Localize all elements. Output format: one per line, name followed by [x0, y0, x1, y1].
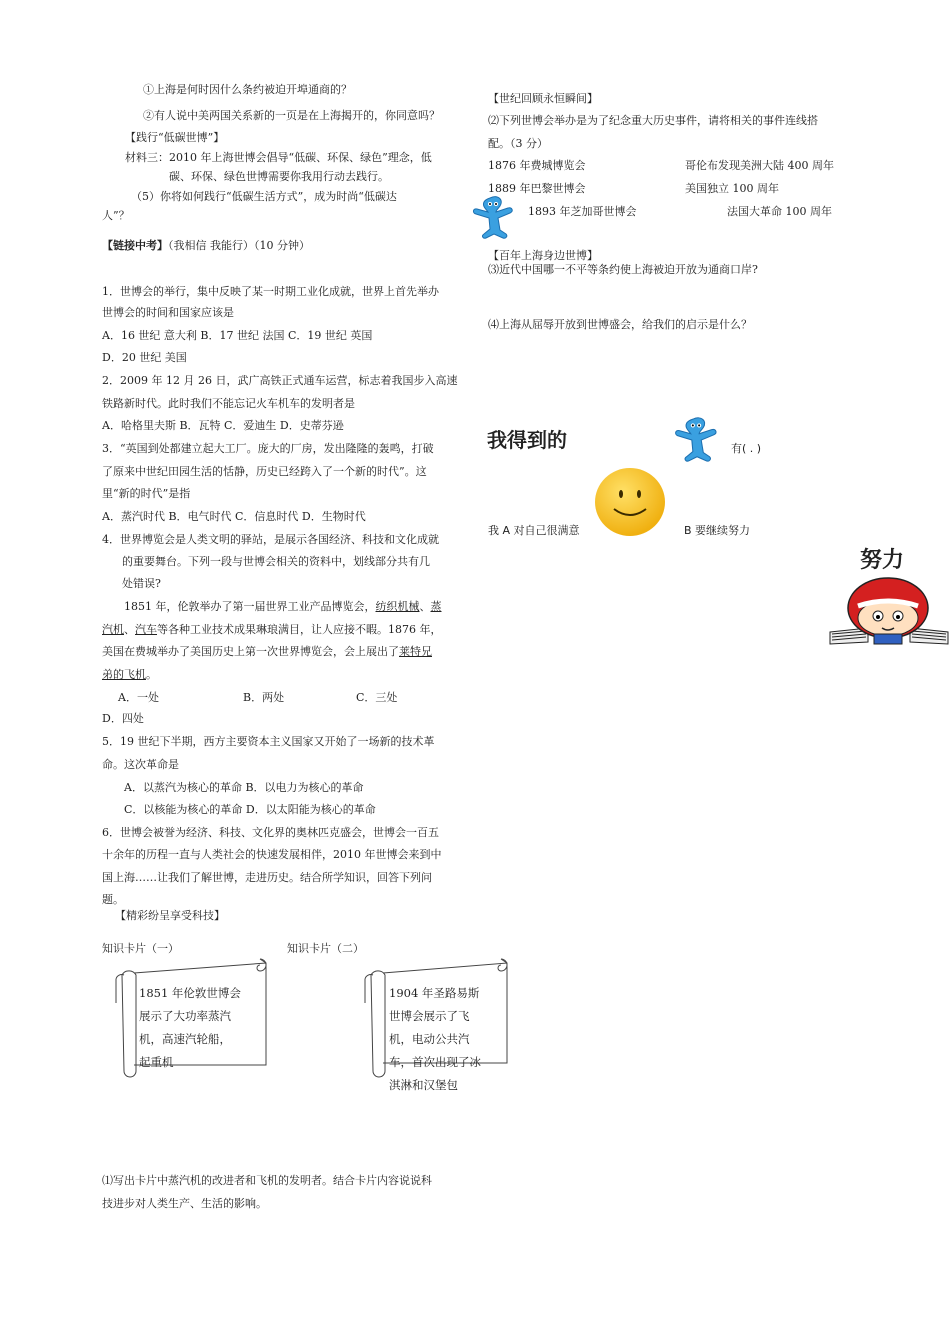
card1-line: 展示了大功率蒸汽	[139, 1009, 231, 1023]
self-eval-a: 我 A 对自己很满意	[488, 524, 580, 537]
card1-line: 起重机	[139, 1055, 174, 1069]
q3-options: A．蒸汽时代 B．电气时代 C．信息时代 D．生物时代	[102, 510, 366, 523]
q4-option-a: A．一处	[118, 691, 159, 704]
card2-line: 世博会展示了飞	[389, 1009, 470, 1023]
q5b-options-cd: C．以核能为核心的革命 D．以太阳能为核心的革命	[124, 803, 376, 816]
card2-line: 淇淋和汉堡包	[389, 1078, 458, 1092]
event-item: 哥伦布发现美洲大陆 400 周年	[685, 159, 834, 172]
card2-line: 1904 年圣路易斯	[389, 986, 480, 1000]
q4-passage-text: 1851 年，伦敦举办了第一届世界工业产品博览会，	[124, 600, 376, 613]
card2-line: 机，电动公共汽	[389, 1032, 470, 1046]
q4-underline-wright-b: 弟的飞机	[102, 668, 146, 681]
q4-underline-wright-a: 莱特兄	[399, 645, 432, 658]
smiley-face-icon	[594, 467, 666, 537]
q4-passage-end: 。	[146, 668, 157, 681]
question-shanghai-2: ②有人说中美两国关系新的一页是在上海揭开的，你同意吗？	[143, 109, 440, 122]
question-shanghai-1: ①上海是何时因什么条约被迫开埠通商的？	[143, 83, 352, 96]
self-eval-b: B 要继续努力	[684, 524, 751, 537]
card2-line: 车，首次出现了冰	[389, 1055, 481, 1069]
card1-line: 1851 年伦敦世博会	[139, 986, 241, 1000]
q6-line3: 国上海……让我们了解世博，走进历史。结合所学知识，回答下列问	[102, 871, 432, 884]
expo-item: 1876 年费城博览会	[488, 159, 586, 172]
q5b-line2: 命。这次革命是	[102, 758, 179, 771]
event-item: 法国大革命 100 周年	[727, 205, 832, 218]
card2-label: 知识卡片（二）	[287, 942, 364, 955]
q3-line3: 里“新的时代”是指	[102, 487, 191, 500]
subq1-line1: ⑴写出卡片中蒸汽机的改进者和飞机的发明者。结合卡片内容说说科	[102, 1174, 432, 1187]
q1-options: A．16 世纪 意大利 B．17 世纪 法国 C．19 世纪 英国	[102, 329, 373, 342]
shanghai-header: 【百年上海身边世博】	[488, 249, 598, 262]
card1-line: 机，高速汽轮船，	[139, 1032, 231, 1046]
q4-option-b: B．两处	[243, 691, 285, 704]
q4-passage-line3	[102, 644, 432, 660]
q2-options: A．哈格里夫斯 B．瓦特 C．爱迪生 D．史蒂芬逊	[102, 419, 344, 432]
q4-line1: 4．世界博览会是人类文明的驿站，是展示各国经济、科技和文化成就	[102, 533, 439, 546]
effort-cartoon-icon	[828, 572, 950, 646]
right-q3: ⑶近代中国哪一不平等条约使上海被迫开放为通商口岸?	[488, 263, 758, 276]
zhongkao-subtitle: （我相信 我能行）（10 分钟）	[168, 239, 310, 252]
material3-line2: 碳、环保、绿色世博需要你我用行动去践行。	[169, 170, 389, 183]
effort-label: 努力	[860, 548, 905, 573]
q4-passage-text: 等各种工业技术成果琳琅满目，让人应接不暇。1876 年，	[157, 623, 442, 636]
expo-item: 1889 年巴黎世博会	[488, 182, 586, 195]
gains-title: 我得到的	[487, 428, 567, 452]
q4-sep: 、	[124, 623, 135, 636]
q1-line1: 1．世博会的举行，集中反映了某一时期工业化成就，世界上首先举办	[102, 285, 439, 298]
q5b-options-ab: A．以蒸汽为核心的革命 B．以电力为核心的革命	[124, 781, 364, 794]
q4-sep: 、	[419, 600, 431, 613]
q4-underline-textile: 纺织机械	[375, 600, 420, 613]
q6-line1: 6．世博会被誉为经济、科技、文化界的奥林匹克盛会，世博会一百五	[102, 826, 439, 839]
q4-passage-text: 美国在费城举办了美国历史上第一次世界博览会，会上展出了	[102, 645, 399, 658]
q6-line2: 十余年的历程一直与人类社会的快速发展相伴，2010 年世博会来到中	[102, 848, 442, 861]
q1-option-d: D．20 世纪 美国	[102, 351, 187, 364]
zhongkao-header: 【链接中考】	[102, 239, 168, 252]
q6-line4: 题。	[102, 893, 124, 906]
knowledge-card-2	[363, 955, 513, 1095]
q4-option-c: C．三处	[356, 691, 398, 704]
q3-line1: 3．“英国到处都建立起大工厂。庞大的厂房，发出隆隆的轰鸣，打破	[102, 442, 434, 455]
right-q2-line2: 配。（3 分）	[488, 137, 548, 150]
q4-passage-line4	[102, 667, 157, 683]
right-q2-line1: ⑵下列世博会举办是为了纪念重大历史事件，请将相关的事件连线搭	[488, 114, 818, 127]
expo-item: 1893 年芝加哥世博会	[528, 205, 637, 218]
q4-line2: 的重要舞台。下列一段与世博会相关的资料中，划线部分共有几	[122, 555, 430, 568]
q4-passage-line2	[102, 622, 442, 638]
q3-line2: 了原来中世纪田园生活的恬静，历史已经跨入了一个新的时代”。这	[102, 465, 427, 478]
century-header: 【世纪回顾永恒瞬间】	[488, 92, 598, 105]
tech-header: 【精彩纷呈享受科技】	[115, 909, 225, 922]
haibao-mascot-icon	[672, 415, 720, 463]
q5b-line1: 5．19 世纪下半期，西方主要资本主义国家又开始了一场新的技术革	[102, 735, 435, 748]
card1-label: 知识卡片（一）	[102, 942, 179, 955]
event-item: 美国独立 100 周年	[685, 182, 779, 195]
question-5-line1: （5）你将如何践行“低碳生活方式”，成为时尚“低碳达	[131, 190, 397, 203]
lowcarbon-header: 【践行“低碳世博”】	[125, 131, 225, 144]
zhongkao-section-header	[102, 238, 310, 254]
q4-underline-car: 汽车	[135, 623, 157, 636]
knowledge-card-1	[112, 955, 272, 1083]
q1-line2: 世博会的时间和国家应该是	[102, 306, 234, 319]
material3-line1: 材料三：2010 年上海世博会倡导“低碳、环保、绿色”理念，低	[125, 151, 432, 164]
q4-underline-steam-a: 蒸	[430, 600, 442, 613]
right-q4: ⑷上海从屈辱开放到世博盛会，给我们的启示是什么？	[488, 318, 752, 331]
have-text: 有( . )	[731, 442, 762, 455]
q4-line3: 处错误?	[122, 577, 161, 590]
q4-passage-line1	[124, 599, 442, 615]
subq1-line2: 技进步对人类生产、生活的影响。	[102, 1197, 267, 1210]
q4-option-d: D．四处	[102, 712, 144, 725]
q4-underline-steam-b: 汽机	[102, 623, 124, 636]
q2-line1: 2．2009 年 12 月 26 日，武广高铁正式通车运营，标志着我国步入高速	[102, 374, 458, 387]
question-5-line2: 人”？	[102, 209, 130, 222]
q2-line2: 铁路新时代。此时我们不能忘记火车机车的发明者是	[102, 397, 355, 410]
haibao-mascot-icon	[470, 194, 516, 240]
